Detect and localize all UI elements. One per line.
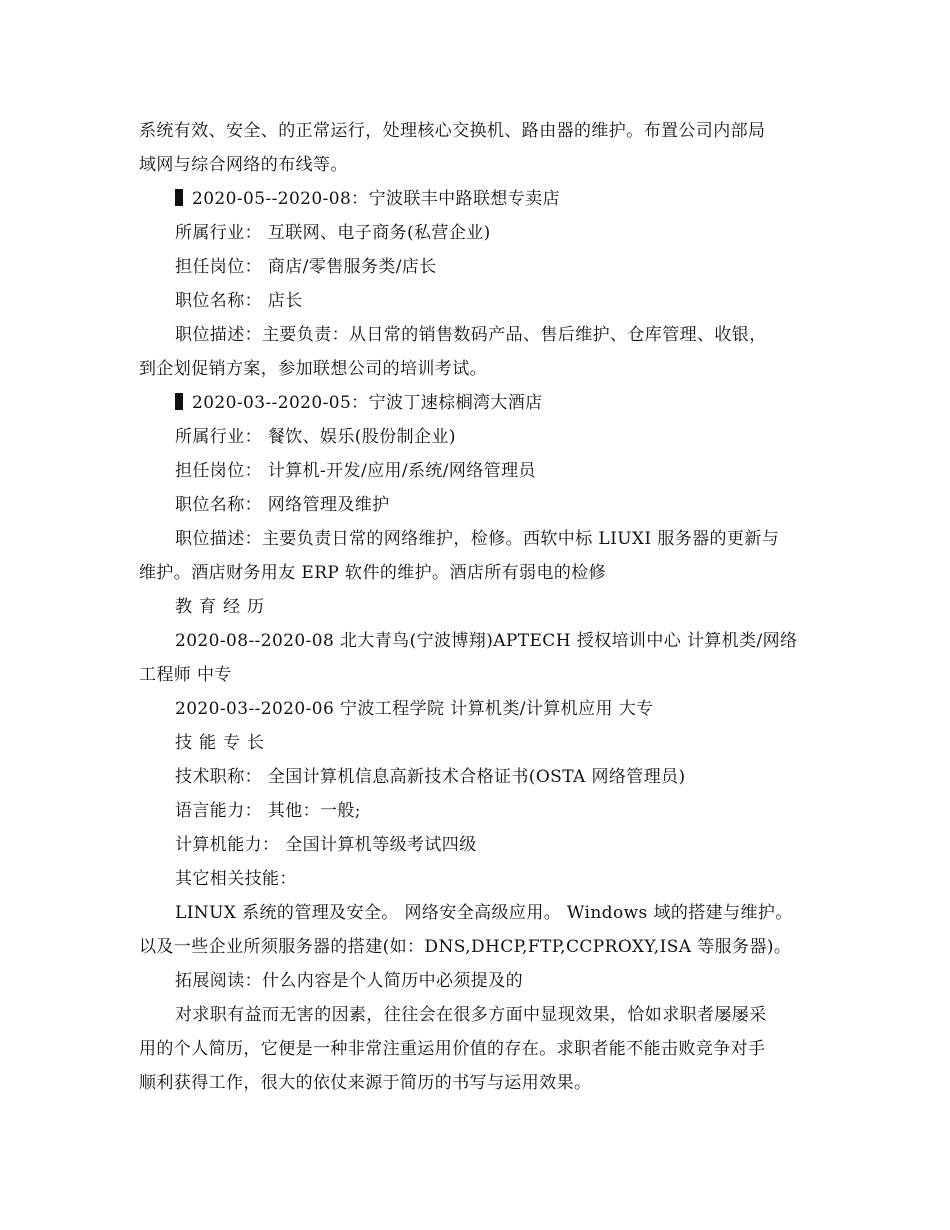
section-heading-education: 教育经历 <box>175 597 271 617</box>
paragraph-line: 顺利获得工作，很大的依仗来源于简历的书写与运用效果。 <box>139 1073 592 1093</box>
bullet-icon <box>175 393 183 410</box>
job-industry: 所属行业： 餐饮、娱乐(股份制企业) <box>175 427 456 447</box>
job-position: 担任岗位： 计算机-开发/应用/系统/网络管理员 <box>175 461 536 481</box>
skill-language: 语言能力： 其他：一般; <box>175 801 361 821</box>
paragraph-line: 对求职有益而无害的因素，往往会在很多方面中显现效果，恰如求职者屡屡采 <box>175 1005 767 1025</box>
bullet-icon <box>175 189 183 206</box>
education-entry: 2020-08--2020-08 北大青鸟(宁波博翔)APTECH 授权培训中心 计算机类/网络 <box>175 631 798 651</box>
extended-reading-title: 拓展阅读：什么内容是个人简历中必须提及的 <box>175 971 523 991</box>
job-industry: 所属行业： 互联网、电子商务(私营企业) <box>175 223 491 243</box>
education-entry: 2020-03--2020-06 宁波工程学院 计算机类/计算机应用 大专 <box>175 699 654 719</box>
job-period-company: 2020-03--2020-05：宁波丁速棕榈湾大酒店 <box>192 393 543 413</box>
job-title: 职位名称： 网络管理及维护 <box>175 495 390 515</box>
job-entry-heading <box>0 391 950 415</box>
paragraph-line: 用的个人简历，它便是一种非常注重运用价值的存在。求职者能不能击败竞争对手 <box>139 1039 766 1059</box>
paragraph-line: 系统有效、安全、的正常运行，处理核心交换机、路由器的维护。布置公司内部局 <box>139 121 766 141</box>
job-position: 担任岗位： 商店/零售服务类/店长 <box>175 257 437 277</box>
skill-other-detail-cont: 以及一些企业所须服务器的搭建(如：DNS,DHCP,FTP,CCPROXY,ISA 等服务器)。 <box>139 937 792 957</box>
job-description: 职位描述：主要负责日常的网络维护，检修。西软中标 LIUXI 服务器的更新与 <box>175 529 780 549</box>
job-period-company: 2020-05--2020-08：宁波联丰中路联想专卖店 <box>192 189 560 209</box>
skill-title: 技术职称： 全国计算机信息高新技术合格证书(OSTA 网络管理员) <box>175 767 686 787</box>
skill-other-detail: LINUX 系统的管理及安全。 网络安全高级应用。 Windows 域的搭建与维护。 <box>175 903 793 923</box>
job-description-cont: 维护。酒店财务用友 ERP 软件的维护。酒店所有弱电的检修 <box>139 563 607 583</box>
job-title: 职位名称： 店长 <box>175 291 303 311</box>
section-heading-skills: 技能专长 <box>175 733 271 753</box>
paragraph-line: 域网与综合网络的布线等。 <box>139 155 348 175</box>
education-entry-cont: 工程师 中专 <box>139 665 232 685</box>
skill-other-label: 其它相关技能： <box>175 869 297 889</box>
job-description-cont: 到企划促销方案，参加联想公司的培训考试。 <box>139 359 487 379</box>
job-entry-heading <box>0 187 950 211</box>
job-description: 职位描述：主要负责：从日常的销售数码产品、售后维护、仓库管理、收银， <box>175 325 767 345</box>
skill-computer: 计算机能力： 全国计算机等级考试四级 <box>175 835 477 855</box>
